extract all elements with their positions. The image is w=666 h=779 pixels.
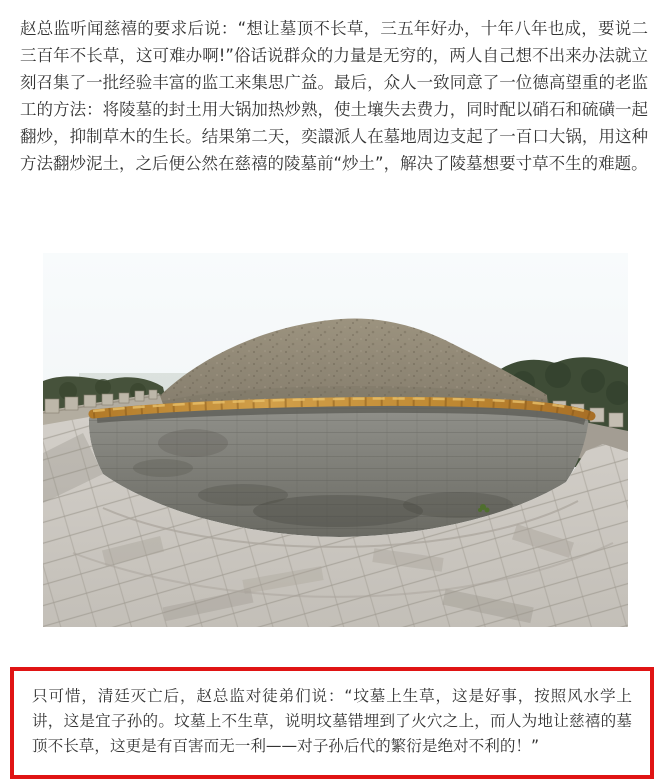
highlight-quote-text: 只可惜，清廷灭亡后，赵总监对徒弟们说：“坟墓上生草，这是好事，按照风水学上讲，这是宜子孙的。坟墓上不生草，说明坟墓错埋到了火穴之上，而人为地让慈禧的墓顶不长草，这更是有百害而无一利——对子孙后代的繁衍是绝对不利的！” [32,687,632,755]
article-paragraph: 赵总监听闻慈禧的要求后说：“想让墓顶不长草，三五年好办，十年八年也成，要说二三百年不长草，这可难办啊!”俗话说群众的力量是无穷的，两人自己想不出来办法就立刻召集了一批经验丰富的监工来集思广益。最后，众人一致同意了一位德高望重的老监工的方法：将陵墓的封土用大锅加热炒熟，使土壤失去费力，同时配以硝石和硫磺一起翻炒，抑制草木的生长。结果第二天，奕譞派人在墓地周边支起了一百口大锅，用这种方法翻炒泥土，之后便公然在慈禧的陵墓前“炒土”，解决了陵墓想要寸草不生的难题。 [20,19,648,173]
highlight-quote-box [10,667,654,779]
tomb-photo-illustration [43,253,628,627]
tomb-mound-photo [43,253,628,627]
